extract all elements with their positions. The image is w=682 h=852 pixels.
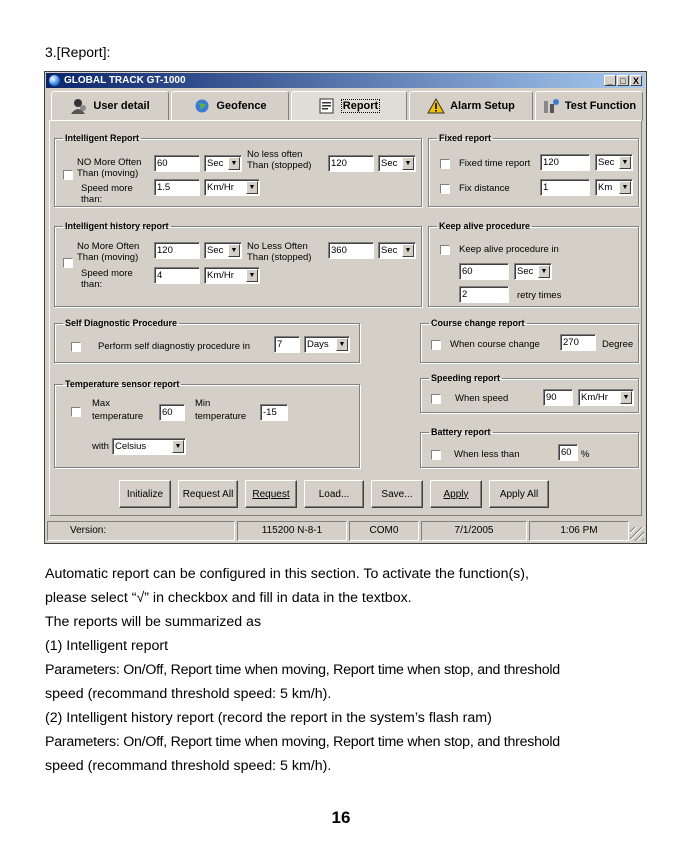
select-value: Sec [517, 266, 534, 277]
fixed-time-input[interactable]: 120 [540, 154, 590, 171]
status-date: 7/1/2005 [421, 521, 527, 541]
request-all-button[interactable]: Request All [178, 480, 238, 508]
dropdown-arrow-icon: ▼ [402, 157, 414, 170]
globe-app-icon [49, 75, 60, 86]
status-bar [47, 521, 644, 541]
fix-distance-input[interactable]: 1 [540, 179, 590, 196]
self-diagnostic-unit-select[interactable] [304, 336, 350, 353]
history-speed-more-label: Speed more [81, 268, 133, 279]
history-than-label: than: [81, 279, 103, 290]
tab-label: Report [342, 100, 379, 112]
min-label: Min [195, 398, 211, 409]
status-port: COM0 [349, 521, 419, 541]
select-value: Sec [207, 158, 224, 169]
body-line: (1) Intelligent report [45, 638, 169, 654]
speeding-unit-select[interactable] [578, 389, 634, 406]
title-bar [46, 73, 645, 88]
speed-more-label: Speed more [81, 183, 133, 194]
select-value: Days [307, 339, 329, 350]
speeding-input[interactable]: 90 [543, 389, 573, 406]
fix-distance-unit-select[interactable] [595, 179, 633, 196]
group-title: Fixed report [439, 133, 492, 143]
than-moving-label: Than (moving) [77, 168, 139, 179]
tab-label: Alarm Setup [450, 100, 515, 112]
fix-distance-label: Fix distance [459, 183, 510, 194]
body-line: speed (recommand threshold speed: 5 km/h). [45, 758, 332, 774]
history-moving-input[interactable]: 120 [154, 242, 200, 259]
body-line: The reports will be summarized as [45, 614, 262, 630]
stopped-unit-select[interactable] [378, 155, 416, 172]
speeding-label: When speed [455, 393, 509, 404]
speeding-checkbox[interactable] [431, 394, 441, 404]
max-temperature-label: temperature [92, 411, 144, 422]
battery-input[interactable]: 60 [558, 444, 578, 461]
tab-label: Geofence [216, 100, 267, 112]
dropdown-arrow-icon: ▼ [246, 181, 258, 194]
speed-unit-select[interactable] [204, 179, 260, 196]
select-value: Sec [381, 158, 398, 169]
group-title: Temperature sensor report [65, 379, 180, 389]
no-less-often-label: No less often [247, 149, 303, 160]
select-value: Km/Hr [581, 392, 608, 403]
body-line: Automatic report can be configured in this section. To activate the function(s), [45, 566, 529, 582]
min-temperature-label: temperature [195, 411, 247, 422]
self-diagnostic-label: Perform self diagnostiy procedure in [98, 341, 251, 352]
body-line: (2) Intelligent history report (record the report in the system’s flash ram) [45, 710, 492, 726]
dropdown-arrow-icon: ▼ [172, 440, 184, 453]
group-title: Course change report [431, 318, 525, 328]
select-value: Sec [598, 157, 615, 168]
close-button[interactable]: X [630, 75, 642, 86]
tab-report[interactable] [291, 91, 407, 121]
window-title: GLOBAL TRACK GT-1000 [64, 75, 186, 86]
warning-icon [427, 98, 445, 114]
resize-grip[interactable] [630, 527, 644, 541]
fixed-time-label: Fixed time report [459, 158, 531, 169]
page-number: 16 [331, 808, 351, 827]
app-window [44, 71, 647, 544]
history-speed-input[interactable]: 4 [154, 267, 200, 284]
stopped-interval-input[interactable]: 120 [328, 155, 374, 172]
report-icon [318, 98, 336, 114]
tab-alarm-setup[interactable] [409, 91, 533, 121]
dropdown-arrow-icon: ▼ [620, 391, 632, 404]
save-button[interactable]: Save... [371, 480, 423, 508]
speed-threshold-input[interactable]: 1.5 [154, 179, 200, 196]
select-value: Sec [381, 245, 398, 256]
course-change-label: When course change [450, 339, 540, 350]
group-title: Battery report [431, 427, 491, 437]
dropdown-arrow-icon: ▼ [619, 181, 631, 194]
history-moving-unit-select[interactable] [204, 242, 242, 259]
status-time: 1:06 PM [529, 521, 629, 541]
than-stopped-label: Than (stopped) [247, 160, 312, 171]
group-title: Keep alive procedure [439, 221, 531, 231]
body-line: Parameters: On/Off, Report time when moving, Report time when stop, and threshold [45, 662, 560, 678]
than-label: than: [81, 194, 103, 205]
select-value: Km/Hr [207, 182, 234, 193]
battery-group [420, 427, 639, 468]
battery-checkbox[interactable] [431, 450, 441, 460]
course-change-unit: Degree [602, 339, 634, 350]
load-button[interactable]: Load... [304, 480, 364, 508]
moving-interval-input[interactable]: 60 [154, 155, 200, 172]
status-version: Version: [47, 521, 235, 541]
temperature-group [54, 379, 360, 468]
dropdown-arrow-icon: ▼ [402, 244, 414, 257]
history-stopped-unit-select[interactable] [378, 242, 416, 259]
history-no-more-often-label: No More Often [77, 241, 140, 252]
max-temperature-input[interactable]: 60 [159, 404, 185, 421]
dropdown-arrow-icon: ▼ [538, 265, 550, 278]
request-button[interactable]: Request [245, 480, 297, 508]
course-change-checkbox[interactable] [431, 340, 441, 350]
no-more-often-label: NO More Often [77, 157, 142, 168]
status-baud: 115200 N-8-1 [237, 521, 347, 541]
history-than-moving-label: Than (moving) [77, 252, 139, 263]
retry-times-label: retry times [517, 290, 562, 301]
apply-all-button[interactable]: Apply All [489, 480, 549, 508]
body-line: please select “√” in checkbox and fill in data in the textbox. [45, 590, 412, 606]
select-value: Sec [207, 245, 224, 256]
section-heading: 3.[Report]: [45, 44, 111, 60]
group-title: Intelligent Report [65, 133, 139, 143]
history-speed-unit-select[interactable] [204, 267, 260, 284]
battery-label: When less than [454, 449, 520, 460]
retry-times-input[interactable]: 2 [459, 286, 509, 303]
user-icon [70, 98, 88, 114]
keep-alive-unit-select[interactable] [514, 263, 552, 280]
select-value: Km/Hr [207, 270, 234, 281]
history-report-checkbox[interactable] [63, 258, 73, 268]
self-diagnostic-checkbox[interactable] [71, 342, 81, 352]
fixed-time-unit-select[interactable] [595, 154, 633, 171]
initialize-button[interactable]: Initialize [119, 480, 171, 508]
keep-alive-label: Keep alive procedure in [459, 244, 559, 255]
dropdown-arrow-icon: ▼ [228, 157, 240, 170]
body-line: Parameters: On/Off, Report time when moving, Report time when stop, and threshold [45, 734, 560, 750]
moving-unit-select[interactable] [204, 155, 242, 172]
report-panel [49, 120, 642, 516]
history-stopped-input[interactable]: 360 [328, 242, 374, 259]
tab-test-function[interactable] [535, 91, 643, 121]
group-title: Self Diagnostic Procedure [65, 318, 178, 328]
min-temperature-input[interactable]: -15 [260, 404, 288, 421]
tab-user-detail[interactable] [51, 91, 169, 121]
max-label: Max [92, 398, 110, 409]
tab-label: Test Function [564, 100, 637, 112]
dropdown-arrow-icon: ▼ [246, 269, 258, 282]
tab-label: User detail [93, 100, 150, 112]
course-change-input[interactable]: 270 [560, 334, 596, 351]
group-title: Intelligent history report [65, 221, 169, 231]
dropdown-arrow-icon: ▼ [336, 338, 348, 351]
tab-strip [49, 91, 642, 121]
intelligent-report-checkbox[interactable] [63, 170, 73, 180]
keep-alive-checkbox[interactable] [440, 245, 450, 255]
select-value: Celsius [115, 441, 147, 452]
globe-icon [193, 98, 211, 114]
group-title: Speeding report [431, 373, 501, 383]
tab-geofence[interactable] [171, 91, 289, 121]
fixed-time-checkbox[interactable] [440, 159, 450, 169]
with-label: with [92, 441, 109, 452]
history-report-group [54, 221, 422, 307]
temperature-checkbox[interactable] [71, 407, 81, 417]
dropdown-arrow-icon: ▼ [228, 244, 240, 257]
test-icon [542, 98, 560, 114]
keep-alive-input[interactable]: 60 [459, 263, 509, 280]
body-line: speed (recommand threshold speed: 5 km/h). [45, 686, 332, 702]
history-no-less-often-label: No Less Often [247, 241, 308, 252]
apply-button[interactable]: Apply [430, 480, 482, 508]
fix-distance-checkbox[interactable] [440, 184, 450, 194]
maximize-button[interactable]: □ [617, 75, 629, 86]
self-diagnostic-input[interactable]: 7 [274, 336, 300, 353]
dropdown-arrow-icon: ▼ [619, 156, 631, 169]
temperature-scale-select[interactable] [112, 438, 186, 455]
select-value: Km [598, 182, 613, 193]
history-than-stopped-label: Than (stopped) [247, 252, 312, 263]
battery-unit: % [581, 449, 590, 460]
minimize-button[interactable]: _ [604, 75, 616, 86]
